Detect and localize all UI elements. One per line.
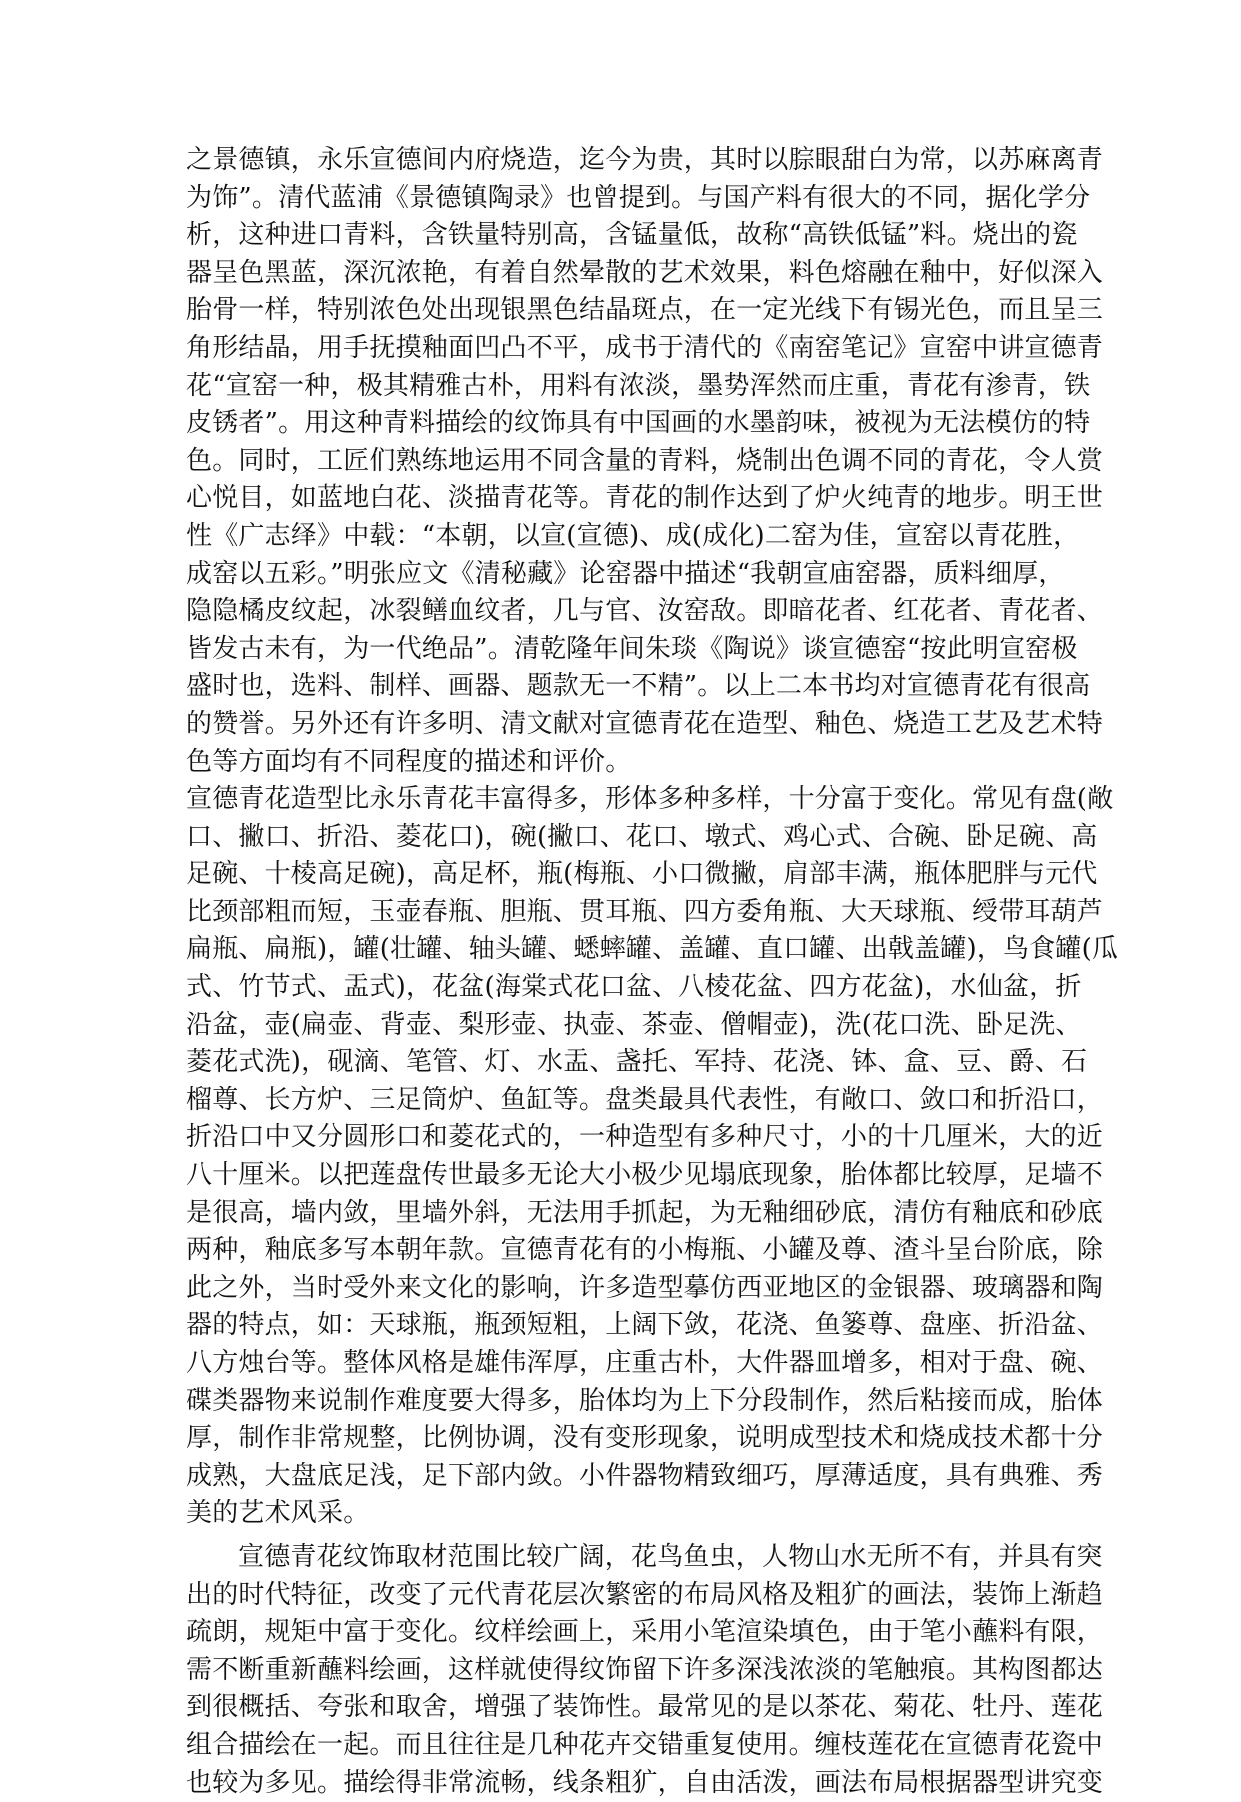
text-line: 色等方面均有不同程度的描述和评价。 — [186, 746, 632, 777]
text-line: 到很概括、夸张和取舍，增强了装饰性。最常见的是以茶花、菊花、牡丹、莲花 — [186, 1692, 1104, 1723]
text-line: 胎骨一样，特别浓色处出现银黑色结晶斑点，在一定光线下有锡光色，而且呈三 — [186, 295, 1104, 326]
text-line: 式、竹节式、盂式)，花盆(海棠式花口盆、八棱花盆、四方花盆)，水仙盆，折 — [186, 972, 1082, 1003]
text-line: 花“宣窑一种，极其精雅古朴，用料有浓淡，墨势浑然而庄重，青花有渗青，铁 — [186, 370, 1091, 401]
text-line: 器的特点，如：天球瓶，瓶颈短粗，上阔下敛，花浇、鱼篓尊、盘座、折沿盆、 — [186, 1310, 1104, 1341]
text-line: 皆发古未有，为一代绝品”。清乾隆年间朱琰《陶说》谈宣德窑“按此明宣窑极 — [186, 633, 1078, 664]
text-line: 两种，釉底多写本朝年款。宣德青花有的小梅瓶、小罐及尊、渣斗呈台阶底，除 — [186, 1235, 1104, 1266]
text-line: 隐隐橘皮纹起，冰裂鳝血纹者，几与官、汝窑敌。即暗花者、红花者、青花者、 — [186, 596, 1104, 627]
text-line: 心悦目，如蓝地白花、淡描青花等。青花的制作达到了炉火纯青的地步。明王世 — [186, 483, 1104, 514]
text-line: 此之外，当时受外来文化的影响，许多造型摹仿西亚地区的金银器、玻璃器和陶 — [186, 1272, 1104, 1303]
text-line: 榴尊、长方炉、三足筒炉、鱼缸等。盘类最具代表性，有敞口、敛口和折沿口， — [186, 1084, 1104, 1115]
text-line: 性《广志绎》中载：“本朝，以宣(宣德)、成(成化)二窑为佳，宣窑以青花胜， — [186, 520, 1080, 551]
text-line: 八十厘米。以把莲盘传世最多无论大小极少见塌底现象，胎体都比较厚，足墙不 — [186, 1160, 1104, 1191]
text-line: 足碗、十棱高足碗)，高足杯，瓶(梅瓶、小口微撇，肩部丰满，瓶体肥胖与元代 — [186, 859, 1098, 890]
text-column — [186, 142, 1119, 1802]
text-line: 宣德青花纹饰取材范围比较广阔，花鸟鱼虫，人物山水无所不有，并具有突 — [238, 1541, 1103, 1572]
text-line: 的赞誉。另外还有许多明、清文献对宣德青花在造型、釉色、烧造工艺及艺术特 — [186, 708, 1104, 739]
text-line: 需不断重新蘸料绘画，这样就使得纹饰留下许多深浅浓淡的笔触痕。其构图都达 — [186, 1654, 1104, 1685]
text-line: 厚，制作非常规整，比例协调，没有变形现象，说明成型技术和烧成技术都十分 — [186, 1423, 1104, 1454]
text-line: 盛时也，选料、制样、画器、题款无一不精”。以上二本书均对宣德青花有很高 — [186, 671, 1091, 702]
paragraph-2 — [186, 781, 1119, 1533]
text-line: 比颈部粗而短，玉壶春瓶、胆瓶、贯耳瓶、四方委角瓶、大天球瓶、绶带耳葫芦 — [186, 896, 1104, 927]
text-line: 析，这种进口青料，含铁量特别高，含锰量低，故称“高铁低锰”料。烧出的瓷 — [186, 220, 1078, 251]
text-line: 出的时代特征，改变了元代青花层次繁密的布局风格及粗犷的画法，装饰上渐趋 — [186, 1579, 1104, 1610]
text-line: 成窑以五彩。”明张应文《清秘藏》论窑器中描述“我朝宣庙窑器，质料细厚， — [186, 558, 1065, 589]
text-line: 折沿口中又分圆形口和菱花式的，一种造型有多种尺寸，小的十几厘米，大的近 — [186, 1122, 1104, 1153]
text-line: 是很高，墙内敛，里墙外斜，无法用手抓起，为无釉细砂底，清仿有釉底和砂底 — [186, 1197, 1104, 1228]
paragraph-1 — [186, 142, 1104, 781]
text-line: 碟类器物来说制作难度要大得多，胎体均为上下分段制作，然后粘接而成，胎体 — [186, 1385, 1104, 1416]
text-line: 疏朗，规矩中富于变化。纹样绘画上，采用小笔渲染填色，由于笔小蘸料有限， — [186, 1617, 1104, 1648]
text-line: 美的艺术风采。 — [186, 1498, 370, 1529]
text-line: 色。同时，工匠们熟练地运用不同含量的青料，烧制出色调不同的青花，令人赏 — [186, 445, 1104, 476]
text-line: 扁瓶、扁瓶)，罐(壮罐、轴头罐、蟋蟀罐、盖罐、直口罐、出戟盖罐)，鸟食罐(瓜 — [186, 934, 1119, 965]
text-line: 皮锈者”。用这种青料描绘的纹饰具有中国画的水墨韵味，被视为无法模仿的特 — [186, 408, 1091, 439]
text-line: 菱花式洗)，砚滴、笔管、灯、水盂、盏托、军持、花浇、钵、盒、豆、爵、石 — [186, 1047, 1088, 1078]
paragraph-3 — [186, 1539, 1104, 1802]
text-line: 沿盆，壶(扁壶、背壶、梨形壶、执壶、茶壶、僧帽壶)，洗(花口洗、卧足洗、 — [186, 1009, 1082, 1040]
text-line: 宣德青花造型比永乐青花丰富得多，形体多种多样，十分富于变化。常见有盘(敞 — [186, 784, 1114, 815]
text-line: 口、撇口、折沿、菱花口)，碗(撇口、花口、墩式、鸡心式、合碗、卧足碗、高 — [186, 821, 1098, 852]
text-line: 角形结晶，用手抚摸釉面凹凸不平，成书于清代的《南窑笔记》宣窑中讲宣德青 — [186, 332, 1104, 363]
text-line: 成熟，大盘底足浅，足下部内敛。小件器物精致细巧，厚薄适度，具有典雅、秀 — [186, 1460, 1104, 1491]
text-line: 器呈色黑蓝，深沉浓艳，有着自然晕散的艺术效果，料色熔融在釉中，好似深入 — [186, 257, 1104, 288]
text-line: 为饰”。清代蓝浦《景德镇陶录》也曾提到。与国产料有很大的不同，据化学分 — [186, 182, 1091, 213]
text-line: 八方烛台等。整体风格是雄伟浑厚，庄重古朴，大件器皿增多，相对于盘、碗、 — [186, 1348, 1104, 1378]
text-line: 也较为多见。描绘得非常流畅，线条粗犷，自由活泼，画法布局根据器型讲究变 — [186, 1767, 1104, 1798]
text-line: 之景德镇，永乐宣德间内府烧造，迄今为贵，其时以腙眼甜白为常，以苏麻离青 — [186, 145, 1104, 175]
text-line: 组合描绘在一起。而且往往是几种花卉交错重复使用。缠枝莲花在宣德青花瓷中 — [186, 1729, 1104, 1760]
